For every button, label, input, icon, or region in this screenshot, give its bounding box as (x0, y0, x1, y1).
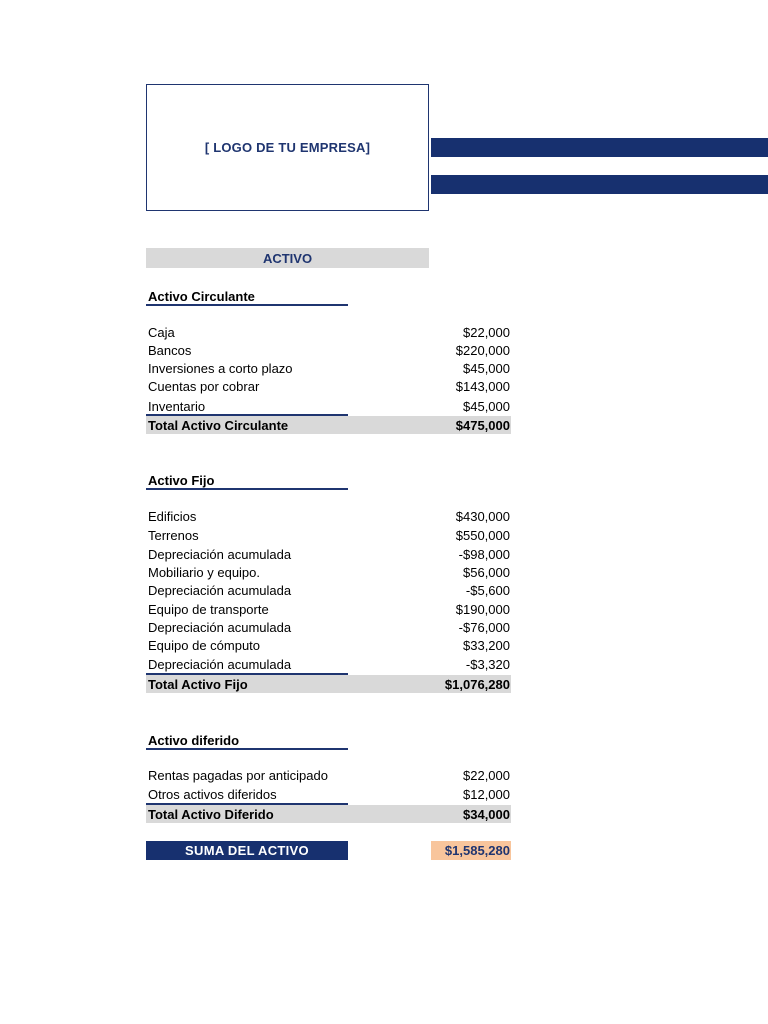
row-label: Bancos (148, 342, 192, 358)
row-value: -$3,320 (465, 656, 510, 672)
logo-text: [ LOGO DE TU EMPRESA] (204, 140, 371, 155)
row-value: $12,000 (463, 786, 510, 802)
row-label: Terrenos (148, 527, 199, 543)
header-stripe-bottom (431, 175, 768, 194)
table-row (146, 563, 511, 581)
table-row (146, 397, 511, 415)
table-row (146, 600, 511, 618)
table-row (146, 323, 511, 341)
table-row (146, 545, 511, 563)
row-label: Equipo de transporte (148, 601, 269, 617)
row-value: $33,200 (463, 637, 510, 653)
row-value: $45,000 (463, 360, 510, 376)
row-label: Depreciación acumulada (148, 656, 292, 672)
row-label: Depreciación acumulada (148, 619, 292, 635)
total-value: $1,076,280 (444, 676, 510, 692)
total-value: $475,000 (455, 417, 510, 433)
section-header-activo: ACTIVO (146, 248, 429, 268)
table-row (146, 618, 511, 636)
row-value: -$98,000 (458, 546, 510, 562)
row-label: Equipo de cómputo (148, 637, 261, 653)
row-value: -$76,000 (458, 619, 510, 635)
suma-activo-label: SUMA DEL ACTIVO (146, 841, 348, 860)
table-row (146, 526, 511, 544)
row-value: $45,000 (463, 398, 510, 414)
row-label: Otros activos diferidos (148, 786, 277, 802)
row-value: $220,000 (455, 342, 510, 358)
logo-placeholder (146, 84, 429, 211)
row-value: $22,000 (463, 324, 510, 340)
row-value: $190,000 (455, 601, 510, 617)
row-value: $550,000 (455, 527, 510, 543)
row-label: Cuentas por cobrar (148, 378, 260, 394)
table-row (146, 359, 511, 377)
section-title-diferido: Activo diferido (148, 733, 240, 748)
table-row (146, 507, 511, 525)
row-value: -$5,600 (465, 582, 510, 598)
row-label: Edificios (148, 508, 197, 524)
total-label: Total Activo Fijo (148, 676, 248, 692)
row-label: Inversiones a corto plazo (148, 360, 293, 376)
table-row (146, 377, 511, 395)
total-label: Total Activo Diferido (148, 806, 274, 822)
row-label: Depreciación acumulada (148, 546, 292, 562)
section-title-circulante: Activo Circulante (148, 289, 255, 304)
table-row (146, 785, 511, 803)
total-row-diferido (146, 805, 511, 823)
total-label: Total Activo Circulante (148, 417, 289, 433)
header-stripe-top (431, 138, 768, 157)
suma-activo-value: $1,585,280 (431, 841, 511, 860)
row-label: Depreciación acumulada (148, 582, 292, 598)
table-row (146, 655, 511, 673)
row-label: Inventario (148, 398, 206, 414)
row-value: $56,000 (463, 564, 510, 580)
row-value: $430,000 (455, 508, 510, 524)
total-value: $34,000 (463, 806, 510, 822)
row-value: $143,000 (455, 378, 510, 394)
total-row-fijo (146, 675, 511, 693)
table-row (146, 766, 511, 784)
row-label: Rentas pagadas por anticipado (148, 767, 328, 783)
table-row (146, 581, 511, 599)
section-title-fijo: Activo Fijo (148, 473, 215, 488)
section-underline (146, 748, 348, 750)
total-row-circulante (146, 416, 511, 434)
table-row (146, 636, 511, 654)
row-label: Caja (148, 324, 175, 340)
table-row (146, 341, 511, 359)
row-value: $22,000 (463, 767, 510, 783)
row-label: Mobiliario y equipo. (148, 564, 261, 580)
section-underline (146, 488, 348, 490)
section-underline (146, 304, 348, 306)
